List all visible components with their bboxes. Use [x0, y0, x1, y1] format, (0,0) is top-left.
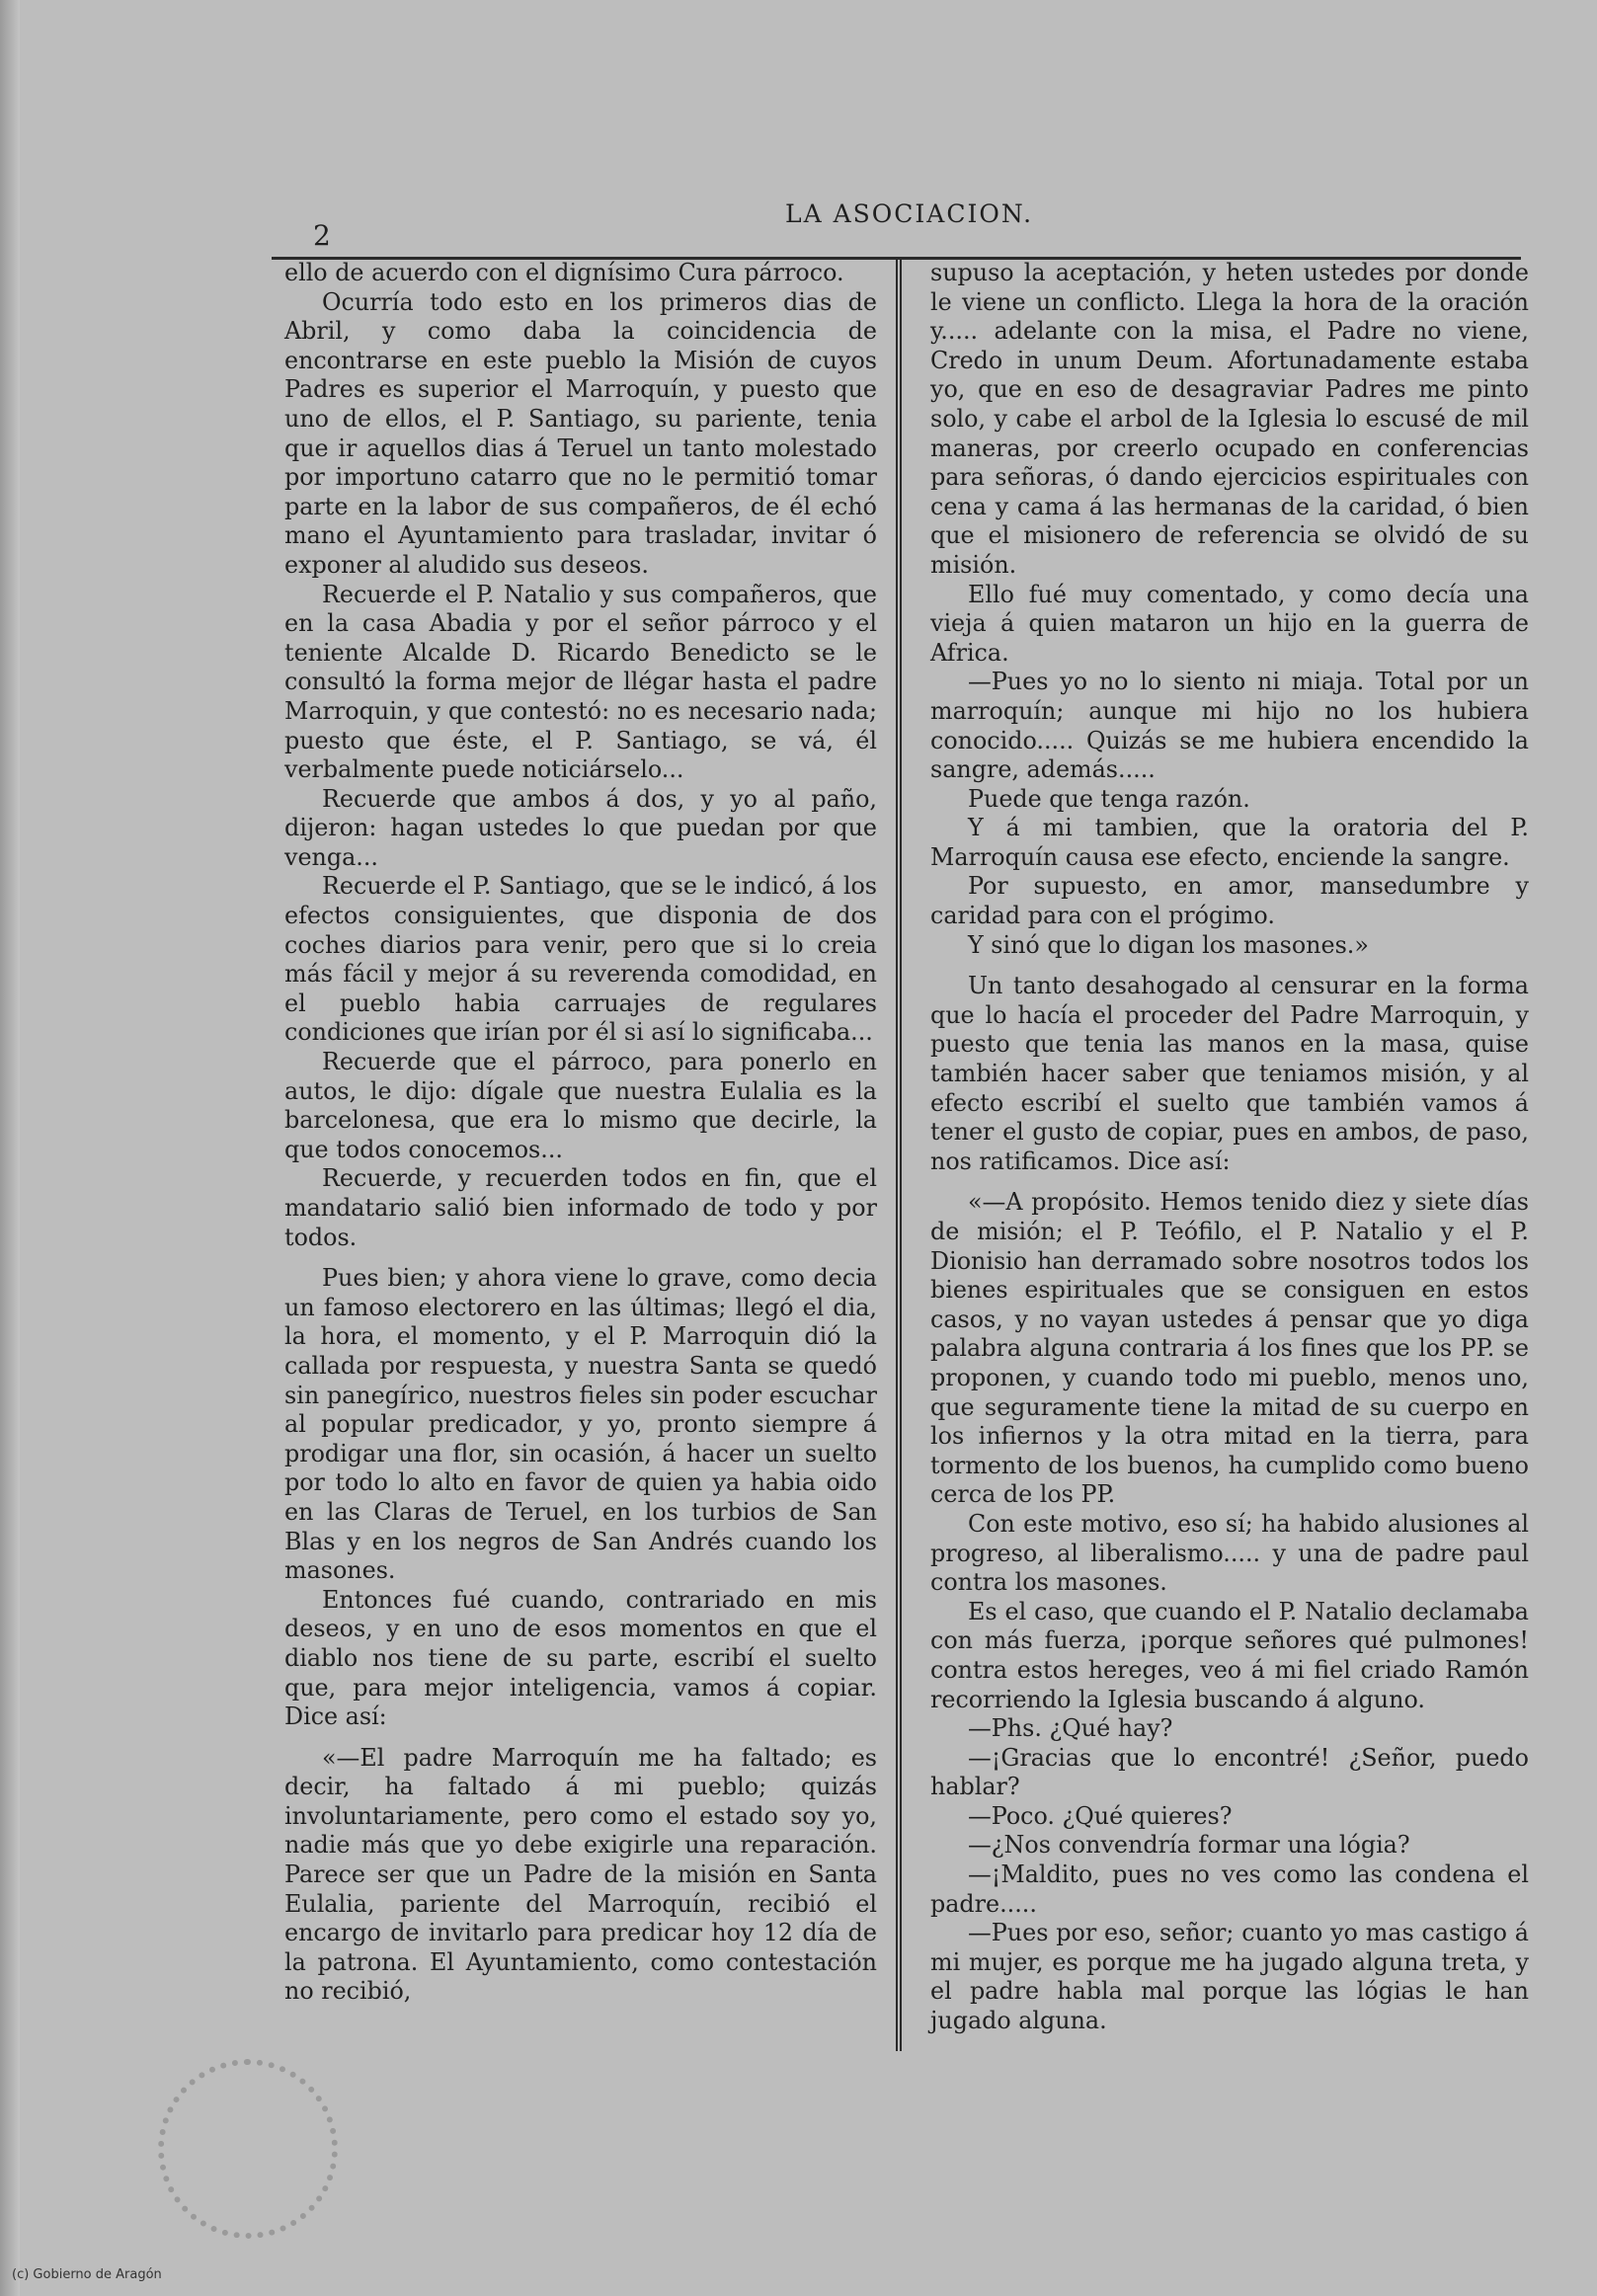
paragraph: Por supuesto, en amor, mansedumbre y caridad para con el prógimo.	[930, 872, 1529, 930]
paragraph: —Pues por eso, señor; cuanto yo mas castigo á mi mujer, es porque me ha jugado alguna treta, y el padre habla mal porque las lógias le han jugado alguna.	[930, 1919, 1529, 2035]
paragraph: —Phs. ¿Qué hay?	[968, 1714, 1173, 1743]
paragraph: «—A propósito. Hemos tenido diez y siete días de misión; el P. Teófilo, el P. Natalio y el P. Dionisio han derramado sobre nosotros todos los bienes espirituales que se consiguen en estos casos, y no vayan ustedes á pensar que yo diga palabra alguna contraria á los fines que los PP. se proponen, y cuando todo mi pueblo, menos uno, que seguramente tiene la mitad de su cuerpo en los infiernos y la otra mitad en la tierra, para tormento de los buenos, ha cumplido como bueno cerca de los PP.	[930, 1188, 1529, 1509]
page-header	[272, 188, 1521, 252]
paragraph: Puede que tenga razón.	[968, 784, 1250, 813]
paragraph: Y á mi tambien, que la oratoria del P. Marroquín causa ese efecto, enciende la sangre.	[930, 814, 1529, 871]
paragraph: Ello fué muy comentado, y como decía una vieja á quien mataron un hijo en la guerra de Africa.	[930, 580, 1529, 667]
paragraph: ello de acuerdo con el dignísimo Cura párroco.	[284, 259, 844, 286]
paragraph: «—El padre Marroquín me ha faltado; es decir, ha faltado á mi pueblo; quizás involuntariamente, pero como el estado soy yo, nadie más que yo debe exigirle una reparación. Parece ser que un Padre de la misión en Santa Eulalia, pariente del Marroquín, recibió el encargo de invitarlo para predicar hoy 12 día de la patrona. El Ayuntamiento, como contestación no recibió,	[284, 1743, 877, 2006]
paragraph: Ocurría todo esto en los primeros dias de Abril, y como daba la coincidencia de encontrarse en este pueblo la Misión de cuyos Padres es superior el Marroquín, y puesto que uno de ellos, el P. Santiago, su pariente, tenia que ir aquellos dias á Teruel un tanto molestado por importuno catarro que no le permitió tomar parte en la labor de sus compañeros, de él echó mano el Ayuntamiento para trasladar, invitar ó exponer al aludido sus deseos.	[284, 287, 877, 579]
paragraph: Recuerde, y recuerden todos en fin, que el mandatario salió bien informado de todo y por todos.	[284, 1164, 877, 1251]
paragraph: Recuerde el P. Natalio y sus compañeros, que en la casa Abadia y por el señor párroco y el teniente Alcalde D. Ricardo Benedicto se le consultó la forma mejor de llégar hasta el padre Marroquin, y que contestó: no es necesario nada; puesto que éste, el P. Santiago, se vá, él verbalmente puede noticiárselo...	[284, 580, 877, 784]
column-divider	[896, 259, 902, 2051]
paragraph: Es el caso, que cuando el P. Natalio declamaba con más fuerza, ¡porque señores qué pulmones! contra estos hereges, veo á mi fiel criado Ramón recorriendo la Iglesia buscando á alguno.	[930, 1597, 1529, 1713]
paragraph: Recuerde que ambos á dos, y yo al paño, dijeron: hagan ustedes lo que puedan por que venga...	[284, 784, 877, 871]
footer-credit: (c) Gobierno de Aragón	[12, 2267, 162, 2282]
paragraph: —Pues yo no lo siento ni miaja. Total por un marroquín; aunque mi hijo no los hubiera conocido..... Quizás se me hubiera encendido la sangre, además.....	[930, 668, 1529, 784]
right-column	[930, 259, 1529, 2036]
paragraph: Recuerde el P. Santiago, que se le indicó, á los efectos consiguientes, que disponia de dos coches diarios para venir, pero que si lo creia más fácil y mejor á su reverenda comodidad, en el pueblo habia carruajes de regulares condiciones que irían por él si así lo significaba...	[284, 872, 877, 1047]
paragraph: Y sinó que lo digan los masones.»	[968, 930, 1369, 959]
paragraph: —¿Nos convendría formar una lógia?	[968, 1831, 1410, 1860]
paragraph: Un tanto desahogado al censurar en la forma que lo hacía el proceder del Padre Marroquin, y puesto que tenia las manos en la masa, quise también hacer saber que teniamos misión, y al efecto escribí el suelto que también vamos á tener el gusto de copiar, pues en ambos, de paso, nos ratificamos. Dice así:	[930, 972, 1529, 1175]
left-column	[284, 259, 877, 2007]
paragraph: Entonces fué cuando, contrariado en mis deseos, y en uno de esos momentos en que el diablo nos tiene de su parte, escribí el suelto que, para mejor inteligencia, vamos á copiar. Dice así:	[284, 1585, 877, 1731]
paragraph: —Poco. ¿Qué quieres?	[968, 1801, 1233, 1830]
paragraph: Recuerde que el párroco, para ponerlo en autos, le dijo: dígale que nuestra Eulalia es la barcelonesa, que era lo mismo que decirle, la que todos conocemos...	[284, 1048, 877, 1163]
journal-title: LA ASOCIACION.	[785, 199, 1034, 228]
paragraph: —¡Gracias que lo encontré! ¿Señor, puedo hablar?	[930, 1743, 1529, 1801]
library-stamp	[158, 2059, 338, 2239]
paragraph: —¡Maldito, pues no ves como las condena el padre.....	[930, 1861, 1529, 1918]
page-edge	[0, 0, 20, 2296]
page-number: 2	[313, 219, 331, 252]
paragraph: supuso la aceptación, y heten ustedes por donde le viene un conflicto. Llega la hora de la oración y..... adelante con la misa, el Padre no viene, Credo in unum Deum. Afortunadamente estaba yo, que en eso de desagraviar Padres me pinto solo, y cabe el arbol de la Iglesia lo escusé de mil maneras, por creerlo ocupado en conferencias para señoras, ó dando ejercicios espirituales con cena y cama á las hermanas de la caridad, ó bien que el misionero de referencia se olvidó de su misión.	[930, 259, 1529, 579]
paragraph: Con este motivo, eso sí; ha habido alusiones al progreso, al liberalismo..... y una de padre paul contra los masones.	[930, 1509, 1529, 1597]
paragraph: Pues bien; y ahora viene lo grave, como decia un famoso electorero en las últimas; llegó el dia, la hora, el momento, y el P. Marroquin dió la callada por respuesta, y nuestra Santa se quedó sin panegírico, nuestros fieles sin poder escuchar al popular predicador, y yo, pronto siempre á prodigar una flor, sin ocasión, á hacer un suelto por todo lo alto en favor de quien ya habia oido en las Claras de Teruel, en los turbios de San Blas y en los negros de San Andrés cuando los masones.	[284, 1264, 877, 1585]
